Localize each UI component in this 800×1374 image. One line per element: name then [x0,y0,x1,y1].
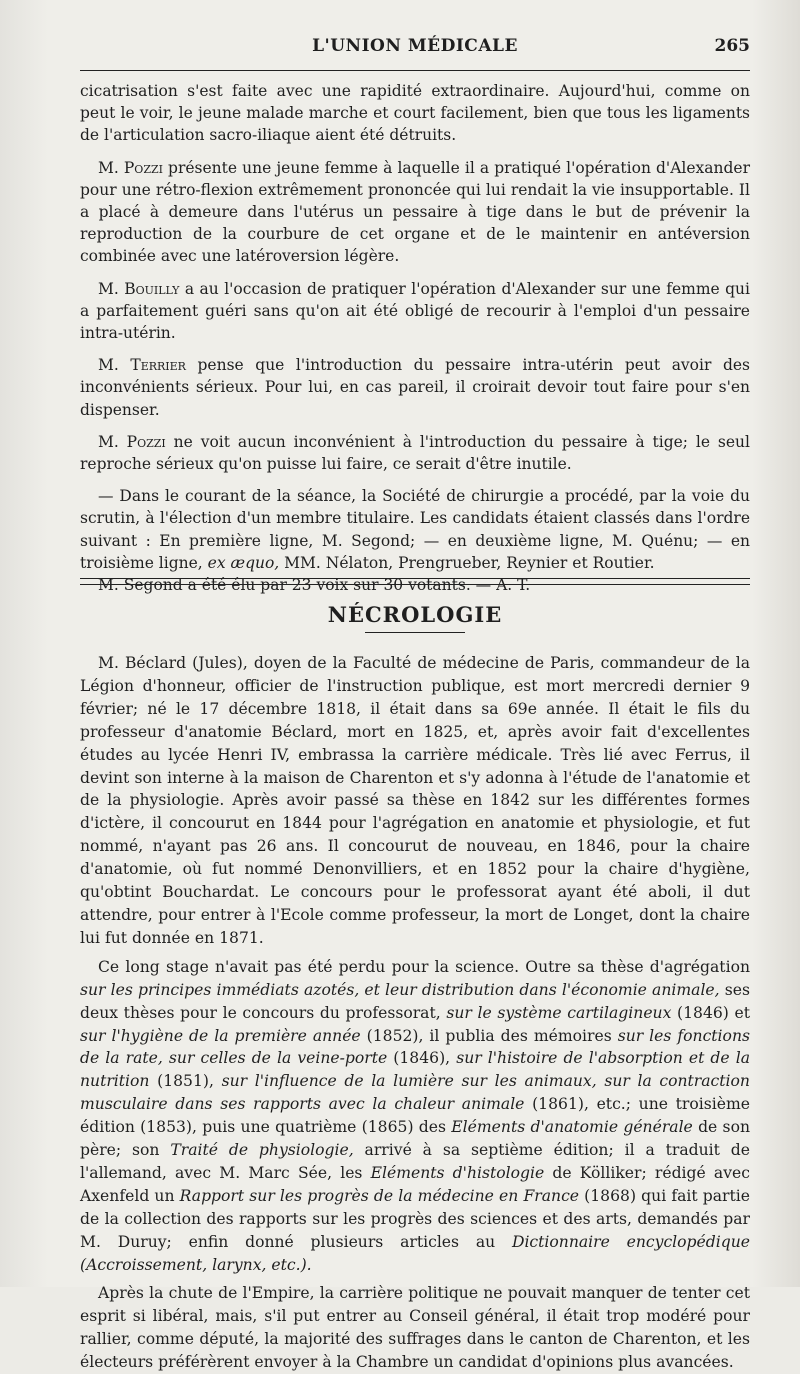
text-run: (1861), etc.; une troisième édition (1853), puis une quatrième (1865) des [80,1095,750,1137]
paragraph-election [80,485,750,574]
header-rule [80,70,750,71]
page-header [80,36,750,64]
paragraph-text: a au l'occasion de pratiquer l'opération d'Alexander sur une femme qui a parfaitement guéri sans qu'on ait été obligé de recourir à l'emploi d'un pessaire intra-utérin. [80,279,751,343]
paragraph-text: pense que l'introduction du pessaire intra-utérin peut avoir des inconvénients sérieux. Pour lui, en cas pareil, il croirait devoir tout faire pour s'en dispenser. [80,356,750,419]
italic-title: Traité de physiologie, [170,1141,354,1160]
text-run: (1846) et [671,1003,751,1022]
text-run: de son père; son [80,1118,750,1160]
speaker-name: M. Pozzi [98,158,163,177]
paragraph-text: MM. Nélaton, Prengrueber, Reynier et Routier. [279,553,655,572]
paragraph-election-result: M. Segond a été élu par 23 voix sur 30 votants. — A. T. [98,576,531,595]
italic-title: Eléments d'histologie [370,1163,545,1182]
italic-title: Dictionnaire encyclopédique (Accroissement, larynx, etc.). [80,1232,750,1274]
italic-title: sur l'hygiène de la première année [80,1026,361,1045]
running-title: L'UNION MÉDICALE [312,36,518,56]
text-run: (1868) qui fait partie de la collection des rapports sur les progrès des sciences et des arts, demandés par M. Duruy; enfin donné plusieurs articles au [80,1186,750,1251]
paragraph-bouilly [80,278,750,345]
speaker-name: M. Pozzi [98,432,166,451]
obituary [80,652,750,1374]
text-run: (1846), [387,1049,457,1068]
obituary-paragraph-2 [80,956,750,1277]
italic-title: sur les principes immédiats azotés, et leur distribution dans l'économie animale, [80,980,720,999]
section-title-necrologie: NÉCROLOGIE [327,602,503,627]
page-number: 265 [714,36,750,56]
paragraph-text: — Dans le courant de la séance, la Société de chirurgie a procédé, par la voie du scrutin, à l'élection d'un membre titulaire. Les candidats étaient classés dans l'ordre suivant : En première ligne, M. Segond; — en deuxième ligne, M. Quénu; — en troisième ligne, [80,487,750,572]
paragraph-cicatrisation: cicatrisation s'est faite avec une rapidité extraordinaire. Aujourd'hui, comme on peut le voir, le jeune malade marche et court facilement, bien que tous les ligaments de l'articulation sacro-iliaque aient été détruits. [80,82,750,145]
text-run: Ce long stage n'avait pas été perdu pour la science. Outre sa thèse d'agrégation [98,957,750,976]
italic-title: sur le système cartilagineux [446,1003,672,1022]
italic-title: Eléments d'anatomie générale [451,1118,693,1137]
text-run: (1851), [149,1072,222,1091]
paragraph-pozzi [80,157,750,268]
obituary-paragraph-1: M. Béclard (Jules), doyen de la Faculté de médecine de Paris, commandeur de la Légion d'honneur, officier de l'instruction publique, est mort mercredi dernier 9 février; né le 17 décembre 1818, il était dans sa 69e année. Il était le fils du professeur d'anatomie Béclard, mort en 1825, et, après avoir fait d'excellentes études au lycée Henri IV, embrassa la carrière médicale. Très lié avec Ferrus, il devint son interne à la maison de Charenton et s'y adonna à l'étude de l'anatomie et de la physiologie. Après avoir passé sa thèse en 1842 sur les différentes formes d'ictère, il concourut en 1844 pour l'agrégation en anatomie et physiologie, et fut nommé, n'ayant pas 26 ans. Il concourut de nouveau, en 1846, pour la chaire d'anatomie, où fut nommé Denonvilliers, et en 1852 pour la chaire d'hygiène, qu'obtint Bouchardat. Le concours pour le professorat ayant été aboli, il dut attendre, pour entrer à l'Ecole comme professeur, la mort de Longet, dont la chaire lui fut donnée en 1871. [80,654,750,947]
paragraph-text: ne voit aucun inconvénient à l'introduction du pessaire à tige; le seul reproche sérieux qu'on puisse lui faire, ce serait d'être inutile. [80,432,750,474]
paragraph-pozzi-reply [80,431,750,475]
italic-title: sur l'influence de la lumière sur les animaux, sur la contraction musculaire dans ses rapports avec la chaleur animale [80,1072,750,1114]
text-run: de Kölliker; rédigé avec Axenfeld un [80,1163,750,1205]
italic-text: ex æquo, [207,553,280,572]
obituary-paragraph-3: Après la chute de l'Empire, la carrière politique ne pouvait manquer de tenter cet esprit si libéral, mais, s'il put entrer au Conseil général, il était trop modéré pour rallier, comme député, la majorité des suffrages dans le canton de Charenton, et les électeurs préférèrent envoyer à la Chambre un candidat d'opinions plus avancées. [80,1284,750,1372]
paragraph-terrier [80,354,750,421]
text-run: arrivé à sa septième édition; il a traduit de l'allemand, avec M. Marc Sée, les [80,1141,751,1182]
society-report [80,80,750,596]
text-run: ses deux thèses pour le concours du professorat, [80,980,750,1022]
text-run: (1852), il publia des mémoires [360,1026,618,1045]
italic-title: sur l'histoire de l'absorption et de la nutrition [80,1049,750,1091]
section-divider [80,578,750,585]
italic-title: sur les fonctions de la rate, sur celles de la veine-porte [80,1026,750,1068]
speaker-name: M. Bouilly [98,279,180,298]
speaker-name: M. Terrier [98,356,186,375]
title-underline [365,632,465,633]
paragraph-text: présente une jeune femme à laquelle il a pratiqué l'opération d'Alexander pour une rétro-flexion extrêmement prononcée qui lui rendait la vie insupportable. Il a placé à demeure dans l'utérus un pessaire à tige dans le but de prévenir la reproduction de la courbure de cet organe et de le maintenir en antéversion combinée avec une latéroversion légère. [80,158,750,266]
italic-title: Rapport sur les progrès de la médecine en France [179,1186,580,1205]
